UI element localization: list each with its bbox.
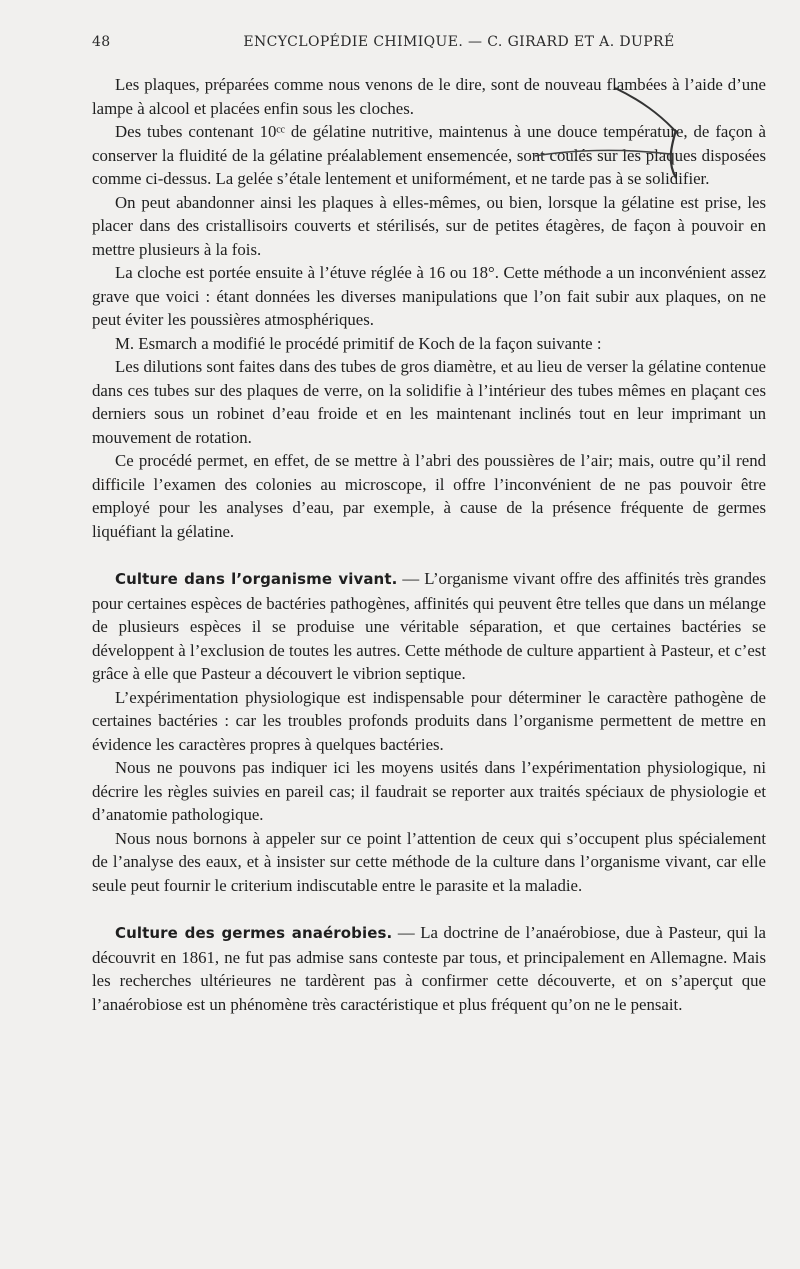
section-paragraph-anaerobies [92,921,766,1016]
running-header [92,34,766,60]
paragraph: Ce procédé permet, en effet, de se mettre à l’abri des poussières de l’air; mais, outre qu’il rend difficile l’examen des colonies au microscope, il offre l’inconvénient de ne pas pouvoir être employé pour les analyses d’eau, par exemple, à cause de la présence fréquente de germes liquéfiant la gélatine. [92,451,766,541]
section-spacer [92,543,766,567]
section-lead-text: — L’organisme vivant offre des affinités très grandes pour certaines espèces de bactéries pathogènes, affinités qui peuvent être telles que dans un mélange de plusieurs espèces il se produise une véritable séparation, et que certaines bactéries se développent à l’exclusion de toutes les autres. Cette méthode de culture appartient à Pasteur, et c’est grâce à elle que Pasteur a découvert le vibrion septique. [92,569,767,683]
page-number: 48 [92,34,111,50]
paragraph: Des tubes contenant 10ᶜᶜ de gélatine nutritive, maintenus à une douce température, de façon à conserver la fluidité de la gélatine préalablement ensemencée, sont coulés sur les plaques disposées comme ci-dessus. La gelée s’étale lentement et uniformément, et ne tarde pas à se solidifier. [92,122,766,188]
paragraph: Les dilutions sont faites dans des tubes de gros diamètre, et au lieu de verser la gélatine contenue dans ces tubes sur des plaques de verre, on la solidifie à l’intérieur des tubes mêmes en plaçant ces derniers sous un robinet d’eau froide et en les maintenant inclinés tout en leur imprimant un mouvement de rotation. [92,357,766,447]
paragraph: Nous nous bornons à appeler sur ce point l’attention de ceux qui s’occupent plus spécialement de l’analyse des eaux, et à insister sur cette méthode de la culture dans l’organisme vivant, car elle seule peut fournir le criterium indiscutable entre le parasite et la maladie. [92,828,766,895]
section-title-organisme: Culture dans l’organisme vivant. [115,570,398,588]
paragraph: M. Esmarch a modifié le procédé primitif de Koch de la façon suivante : [115,333,602,353]
section-title-anaerobies: Culture des germes anaérobies. [115,924,393,942]
section-lead-text: — La doctrine de l’anaérobiose, due à Pasteur, qui la découvrit en 1861, ne fut pas admise sans conteste par tous, et principalement en Allemagne. Mais les recherches ultérieures ne tardèrent pas à confirmer cette découverte, et on s’aperçut que l’anaérobiose est un phénomène très caractéristique et plus fréquent qu’on ne le pensait. [92,923,766,1014]
paragraph: L’expérimentation physiologique est indispensable pour déterminer le caractère pathogène de certaines bactéries : car les troubles profonds produits dans l’organisme permettent de mettre en évidence les caractères propres à quelques bactéries. [92,687,766,754]
page-body [92,73,766,1016]
paragraph: La cloche est portée ensuite à l’étuve réglée à 16 ou 18°. Cette méthode a un inconvénient assez grave que voici : étant données les diverses manipulations que l’on fait subir aux plaques, on ne peut éviter les poussières atmosphériques. [92,263,766,329]
paragraph: On peut abandonner ainsi les plaques à elles-mêmes, ou bien, lorsque la gélatine est prise, les placer dans des cristallisoirs couverts et stérilisés, sur de petites étagères, de façon à pouvoir en mettre plusieurs à la fois. [92,192,766,259]
section-spacer [92,897,766,921]
running-title: ENCYCLOPÉDIE CHIMIQUE. — C. GIRARD ET A. DUPRÉ [243,34,675,50]
section-paragraph-organisme [92,567,766,686]
paragraph: Les plaques, préparées comme nous venons de le dire, sont de nouveau flambées à l’aide d’une lampe à alcool et placées enfin sous les cloches. [92,75,766,118]
paragraph: Nous ne pouvons pas indiquer ici les moyens usités dans l’expérimentation physiologique, ni décrire les règles suivies en pareil cas; il faudrait se reporter aux traités spéciaux de physiologie et d’anatomie pathologique. [92,758,766,824]
